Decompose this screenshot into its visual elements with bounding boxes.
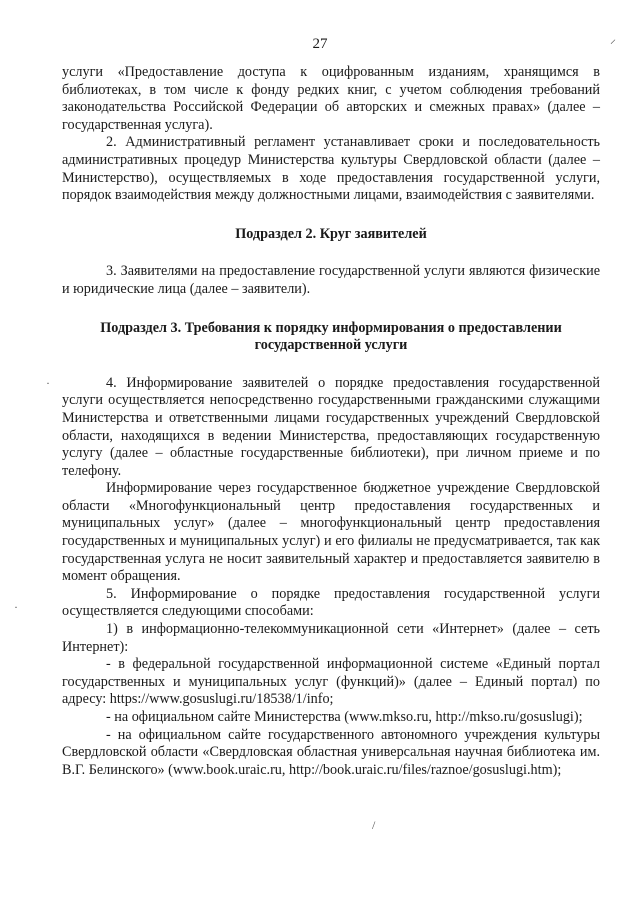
page-number: 27 [312,36,328,52]
intro-paragraph: услуги «Предоставление доступа к оцифрованным изданиям, хранящимся в библиотеках, в том числе к фонду редких книг, с учетом соблюдения требований законодательства Российской Федерации об авторских и смежных правах» (далее – государственная услуга). [62,64,600,133]
scan-artifact: / [372,818,376,832]
document-body [62,64,600,779]
bullet-gosuslugi: - в федеральной государственной информационной системе «Единый портал государственных и муниципальных услуг (функций)» (далее – Единый портал) по адресу: https://www.gosuslugi.ru/18538/1/info; [62,656,600,708]
bullet-library: - на официальном сайте государственного автономного учреждения культуры Свердловской области «Свердловская областная универсальная научная библиотека им. В.Г. Белинского» (www.book.uraic.ru, http://book.uraic.ru/files/raznoe/gosuslugi.htm); [62,726,600,778]
scan-artifact: · [14,600,18,614]
scan-artifact: ⸝ [610,32,617,46]
subsection-2-title: Подраздел 2. Круг заявителей [235,225,427,242]
paragraph-5: 5. Информирование о порядке предоставления государственной услуги осуществляется следующими способами: [62,585,600,620]
paragraph-2: 2. Административный регламент устанавливает сроки и последовательность административных процедур Министерства культуры Свердловской области (далее – Министерство), осуществляемых в ходе предоставления государственной услуги, порядок взаимодействия между должностными лицами, взаимодействия с заявителями. [62,134,600,204]
scan-artifact: · [46,376,50,390]
bullet-mkso: - на официальном сайте Министерства (www.mkso.ru, http://mkso.ru/gosuslugi); [106,709,583,725]
list-item-1: 1) в информационно-телекоммуникационной сети «Интернет» (далее – сеть Интернет): [62,621,600,655]
paragraph-4: 4. Информирование заявителей о порядке предоставления государственной услуги осуществляется непосредственно государственными гражданскими служащими Министерства и ответственными лицами государственных учреждений Свердловской области, находящихся в ведении Министерства, предоставляющих государственную услугу (далее – областные государственные библиотеки), при личном приеме и по телефону. [62,374,600,479]
paragraph-3: 3. Заявителями на предоставление государственной услуги являются физические и юридические лица (далее – заявители). [62,263,600,297]
subsection-3-title: Подраздел 3. Требования к порядку информирования о предоставлении государственной услуги [100,319,562,354]
paragraph-4b: Информирование через государственное бюджетное учреждение Свердловской области «Многофункциональный центр предоставления государственных и муниципальных услуг» (далее – многофункциональный центр предоставления государственных и муниципальных услуг) и его филиалы не предусматривается, так как государственная услуга не носит заявительный характер и предоставляется заявителю в момент обращения. [62,480,600,585]
